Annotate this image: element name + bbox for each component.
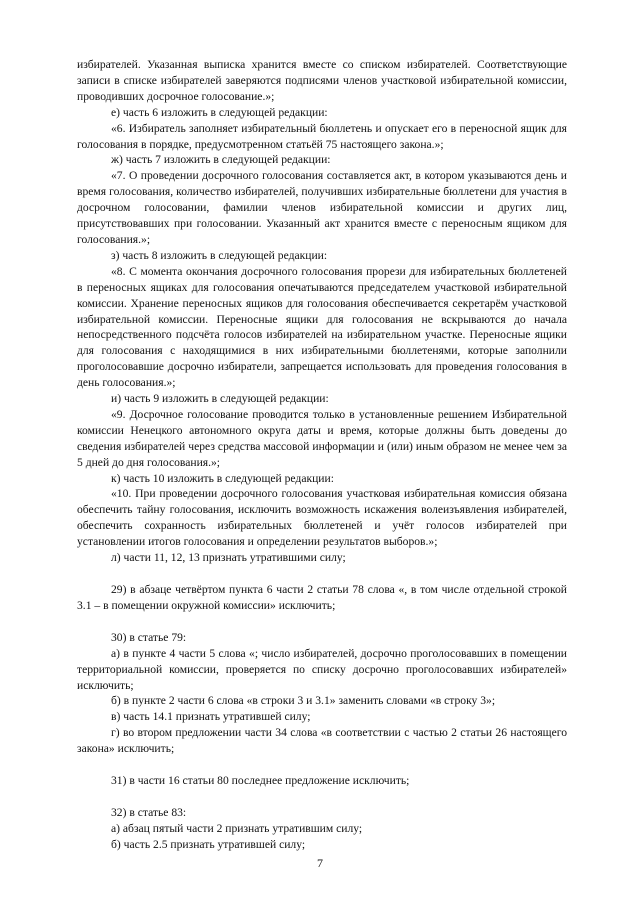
paragraph: 29) в абзаце четвёртом пункта 6 части 2 статьи 78 слова «, в том числе отдельной строкой 3.1 – в помещении окружной комиссии» исключить;: [77, 583, 567, 612]
paragraph: в) часть 14.1 признать утратившей силу;: [111, 710, 311, 724]
paragraph: а) абзац пятый части 2 признать утратившим силу;: [111, 821, 363, 835]
paragraph: 31) в части 16 статьи 80 последнее предложение исключить;: [111, 774, 410, 788]
paragraph: з) часть 8 изложить в следующей редакции:: [111, 248, 328, 262]
paragraph: «9. Досрочное голосование проводится только в установленные решением Избирательной комиссии Ненецкого автономного округа даты и время, которые должны быть доведены до сведения избирателей через средства массовой информации и (или) иным образом не менее чем за 5 дней до дня голосования.»;: [77, 407, 567, 469]
paragraph: б) часть 2.5 признать утратившей силу;: [111, 837, 306, 851]
paragraph: «10. При проведении досрочного голосования участковая избирательная комиссия обязана обеспечить тайну голосования, исключить возможность искажения волеизъявления избирателей, обеспечить сохранность избирательных бюллетеней и учёт голосов избирателей при установлении итогов голосования и определении результатов выборов.»;: [77, 487, 567, 549]
paragraph: г) во втором предложении части 34 слова «в соответствии с частью 2 статьи 26 настоящего закона» исключить;: [77, 726, 567, 756]
page-number: 7: [317, 856, 323, 870]
paragraph: «7. О проведении досрочного голосования составляется акт, в котором указываются день и время голосования, количество избирателей, получивших избирательные бюллетени для участия в досрочном голосовании, фамилии членов избирательной комиссии и других лиц, присутствовавших при голосовании. Указанный акт хранится вместе с переносным ящиком для голосования.»;: [77, 169, 567, 246]
paragraph: «6. Избиратель заполняет избирательный бюллетень и опускает его в переносной ящик для голосования в порядке, предусмотренном статьёй 75 настоящего закона.»;: [77, 121, 567, 151]
paragraph: и) часть 9 изложить в следующей редакции:: [111, 392, 329, 406]
paragraph: л) части 11, 12, 13 признать утратившими силу;: [111, 551, 346, 565]
paragraph: 30) в статье 79:: [111, 630, 187, 644]
paragraph: е) часть 6 изложить в следующей редакции:: [111, 105, 328, 119]
paragraph: «8. С момента окончания досрочного голосования прорези для избирательных бюллетеней в переносных ящиках для голосования опечатываются председателем участковой избирательной комиссии. Хранение переносных ящиков для голосования обеспечивается секретарём участковой избирательной комиссии. Переносные ящики для голосования не вскрываются до начала непосредственного подсчёта голосов избирателей на избирательном участке. Переносные ящики для голосования с находящимися в них избирательными бюллетенями, которые заполнили проголосовавшие досрочно избиратели, запрещается использовать для проведения голосования в день голосования.»;: [77, 264, 567, 390]
document-body: [77, 57, 567, 853]
paragraph: б) в пункте 2 части 6 слова «в строки 3 и 3.1» заменить словами «в строку 3»;: [111, 694, 496, 708]
paragraph: к) часть 10 изложить в следующей редакции:: [111, 471, 334, 485]
paragraph: избирателей. Указанная выписка хранится вместе со списком избирателей. Соответствующие записи в списке избирателей заверяются подписями членов участковой избирательной комиссии, проводивших досрочное голосование.»;: [77, 58, 567, 103]
paragraph: а) в пункте 4 части 5 слова «; число избирателей, досрочно проголосовавших в помещении территориальной комиссии, проверяется по списку досрочно проголосовавших избирателей» исключить;: [77, 646, 567, 692]
paragraph: 32) в статье 83:: [111, 805, 187, 819]
paragraph: ж) часть 7 изложить в следующей редакции:: [111, 153, 331, 167]
